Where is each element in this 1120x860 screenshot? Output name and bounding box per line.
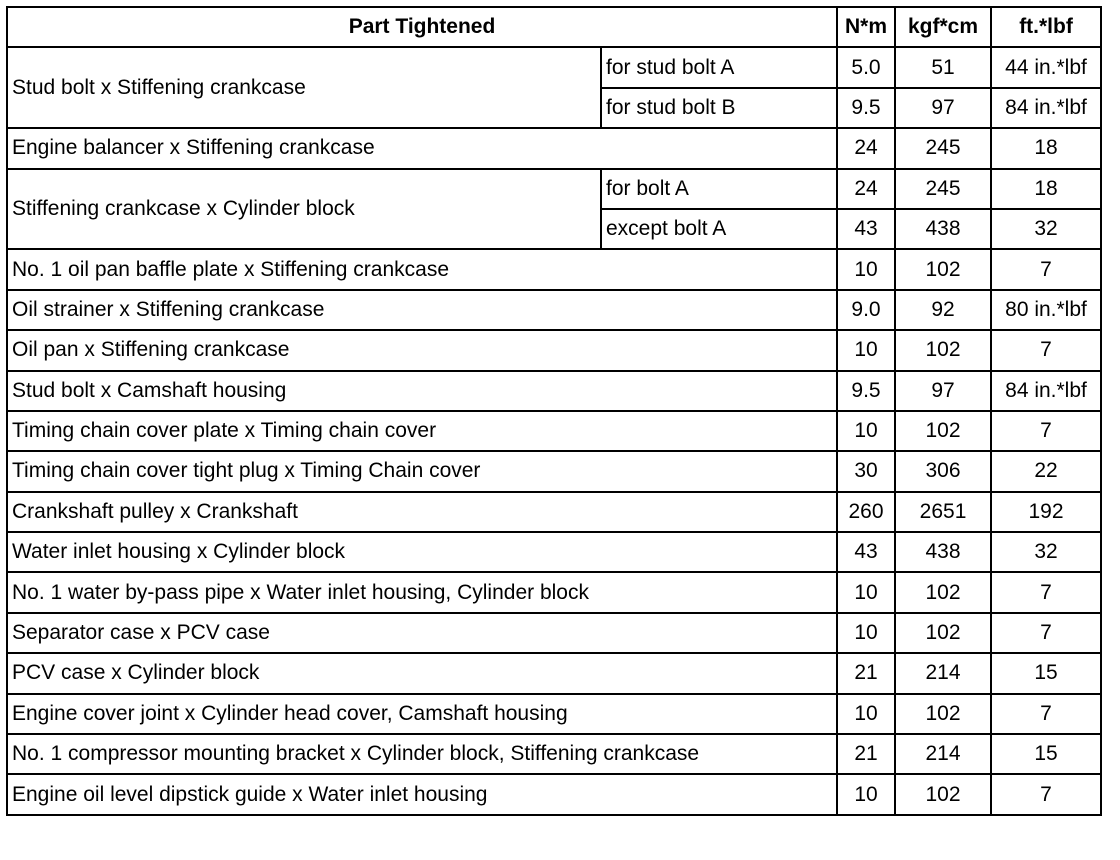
sub-condition: for bolt A — [601, 169, 837, 209]
value-kgf-cm: 97 — [895, 88, 991, 128]
value-ft-lbf: 18 — [991, 169, 1101, 209]
part-name: No. 1 oil pan baffle plate x Stiffening crankcase — [7, 249, 837, 289]
value-ft-lbf: 7 — [991, 411, 1101, 451]
value-ft-lbf: 84 in.*lbf — [991, 371, 1101, 411]
table-row — [7, 572, 1101, 612]
table-row — [7, 492, 1101, 532]
value-ft-lbf: 192 — [991, 492, 1101, 532]
value-nm: 24 — [837, 169, 895, 209]
table-row — [7, 774, 1101, 814]
value-nm: 9.5 — [837, 371, 895, 411]
part-name: No. 1 water by-pass pipe x Water inlet housing, Cylinder block — [7, 572, 837, 612]
value-nm: 260 — [837, 492, 895, 532]
sub-condition: for stud bolt A — [601, 47, 837, 87]
value-ft-lbf: 84 in.*lbf — [991, 88, 1101, 128]
header-kgf-cm: kgf*cm — [895, 7, 991, 47]
part-name: Crankshaft pulley x Crankshaft — [7, 492, 837, 532]
table-row — [7, 613, 1101, 653]
sub-condition: for stud bolt B — [601, 88, 837, 128]
value-ft-lbf: 44 in.*lbf — [991, 47, 1101, 87]
value-ft-lbf: 7 — [991, 572, 1101, 612]
value-kgf-cm: 102 — [895, 249, 991, 289]
value-kgf-cm: 306 — [895, 451, 991, 491]
header-row — [7, 7, 1101, 47]
table-row — [7, 653, 1101, 693]
value-kgf-cm: 2651 — [895, 492, 991, 532]
table-row — [7, 128, 1101, 168]
table-row — [7, 451, 1101, 491]
value-ft-lbf: 15 — [991, 653, 1101, 693]
value-nm: 21 — [837, 734, 895, 774]
part-name: Engine oil level dipstick guide x Water inlet housing — [7, 774, 837, 814]
value-ft-lbf: 7 — [991, 249, 1101, 289]
value-kgf-cm: 102 — [895, 411, 991, 451]
table-row — [7, 290, 1101, 330]
value-kgf-cm: 102 — [895, 774, 991, 814]
value-kgf-cm: 438 — [895, 209, 991, 249]
part-name: No. 1 compressor mounting bracket x Cylinder block, Stiffening crankcase — [7, 734, 837, 774]
value-kgf-cm: 438 — [895, 532, 991, 572]
value-nm: 9.0 — [837, 290, 895, 330]
table-row — [7, 371, 1101, 411]
part-name: Stud bolt x Stiffening crankcase — [7, 47, 601, 128]
torque-spec-table — [6, 6, 1102, 816]
value-ft-lbf: 7 — [991, 774, 1101, 814]
value-nm: 10 — [837, 572, 895, 612]
value-nm: 5.0 — [837, 47, 895, 87]
part-name: Engine balancer x Stiffening crankcase — [7, 128, 837, 168]
part-name: PCV case x Cylinder block — [7, 653, 837, 693]
value-kgf-cm: 102 — [895, 694, 991, 734]
value-ft-lbf: 18 — [991, 128, 1101, 168]
value-nm: 43 — [837, 532, 895, 572]
part-name: Timing chain cover plate x Timing chain cover — [7, 411, 837, 451]
value-nm: 10 — [837, 774, 895, 814]
part-name: Engine cover joint x Cylinder head cover, Camshaft housing — [7, 694, 837, 734]
value-ft-lbf: 80 in.*lbf — [991, 290, 1101, 330]
value-nm: 24 — [837, 128, 895, 168]
value-kgf-cm: 245 — [895, 169, 991, 209]
value-kgf-cm: 245 — [895, 128, 991, 168]
table-row — [7, 47, 1101, 87]
value-nm: 30 — [837, 451, 895, 491]
value-kgf-cm: 102 — [895, 572, 991, 612]
value-kgf-cm: 214 — [895, 734, 991, 774]
part-name: Separator case x PCV case — [7, 613, 837, 653]
part-name: Stiffening crankcase x Cylinder block — [7, 169, 601, 250]
value-kgf-cm: 97 — [895, 371, 991, 411]
value-ft-lbf: 7 — [991, 694, 1101, 734]
part-name: Water inlet housing x Cylinder block — [7, 532, 837, 572]
value-nm: 9.5 — [837, 88, 895, 128]
header-part-tightened: Part Tightened — [7, 7, 837, 47]
table-row — [7, 330, 1101, 370]
value-ft-lbf: 15 — [991, 734, 1101, 774]
value-ft-lbf: 7 — [991, 613, 1101, 653]
table-row — [7, 249, 1101, 289]
value-nm: 10 — [837, 249, 895, 289]
value-ft-lbf: 22 — [991, 451, 1101, 491]
value-nm: 10 — [837, 694, 895, 734]
table-row — [7, 411, 1101, 451]
value-nm: 21 — [837, 653, 895, 693]
part-name: Stud bolt x Camshaft housing — [7, 371, 837, 411]
value-ft-lbf: 32 — [991, 209, 1101, 249]
table-row — [7, 734, 1101, 774]
sub-condition: except bolt A — [601, 209, 837, 249]
value-kgf-cm: 51 — [895, 47, 991, 87]
value-nm: 10 — [837, 411, 895, 451]
part-name: Oil pan x Stiffening crankcase — [7, 330, 837, 370]
value-nm: 10 — [837, 613, 895, 653]
header-ft-lbf: ft.*lbf — [991, 7, 1101, 47]
value-kgf-cm: 214 — [895, 653, 991, 693]
table-row — [7, 694, 1101, 734]
part-name: Oil strainer x Stiffening crankcase — [7, 290, 837, 330]
table-row — [7, 169, 1101, 209]
table-row — [7, 532, 1101, 572]
value-ft-lbf: 32 — [991, 532, 1101, 572]
value-nm: 43 — [837, 209, 895, 249]
part-name: Timing chain cover tight plug x Timing Chain cover — [7, 451, 837, 491]
value-ft-lbf: 7 — [991, 330, 1101, 370]
header-nm: N*m — [837, 7, 895, 47]
table-body — [7, 47, 1101, 814]
value-nm: 10 — [837, 330, 895, 370]
value-kgf-cm: 102 — [895, 613, 991, 653]
value-kgf-cm: 92 — [895, 290, 991, 330]
value-kgf-cm: 102 — [895, 330, 991, 370]
